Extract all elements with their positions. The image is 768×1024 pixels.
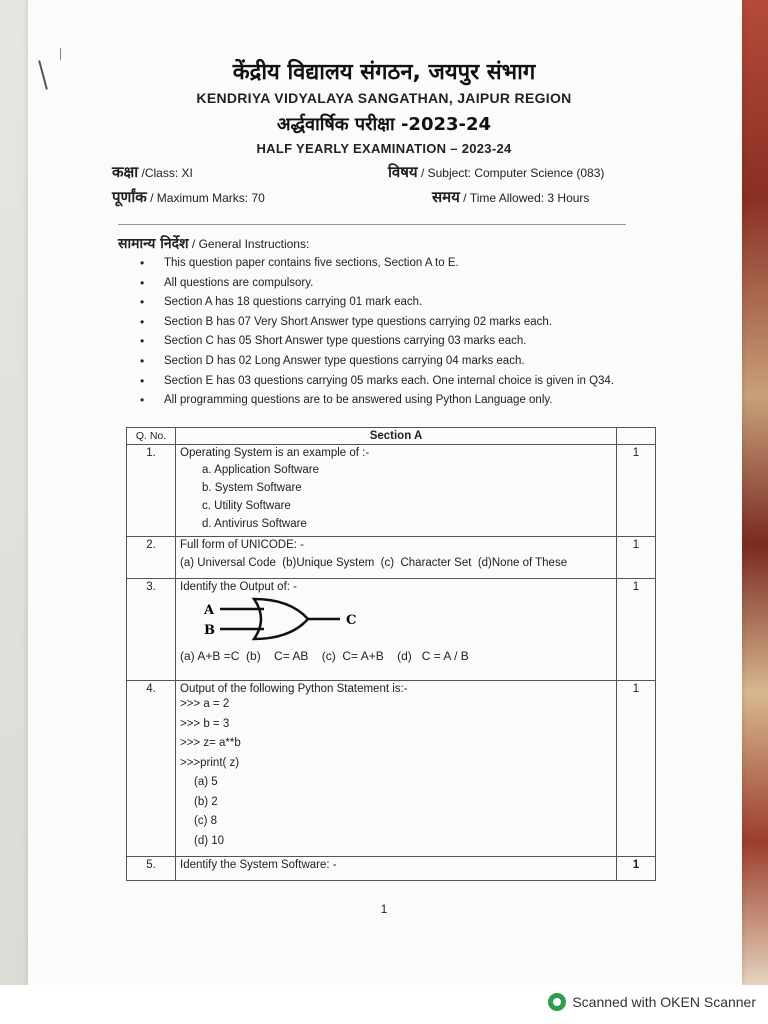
- question-text: Identify the Output of: -: [180, 581, 297, 593]
- or-gate-icon: [254, 599, 308, 639]
- question-number: 5.: [127, 857, 176, 881]
- python-code: [180, 695, 612, 851]
- instruction-item: • All programming questions are to be answered using Python Language only.: [140, 391, 640, 411]
- question-marks: 1: [617, 537, 656, 579]
- org-title-english: KENDRIYA VIDYALAYA SANGATHAN, JAIPUR REGION: [196, 90, 572, 106]
- gate-input-a: A: [204, 603, 215, 618]
- question-cell: [176, 537, 617, 579]
- class-info: [112, 162, 193, 182]
- time-label-english: / Time Allowed: 3 Hours: [463, 191, 590, 205]
- code-line: >>> a = 2: [180, 698, 230, 710]
- instructions-title-english: / General Instructions:: [191, 237, 310, 251]
- instruction-item: • Section E has 03 questions carrying 05 marks each. One internal choice is given in Q34.: [140, 372, 640, 392]
- question-marks: 1: [617, 857, 656, 881]
- subject-label-hindi: विषय: [388, 163, 418, 181]
- question-text: Identify the System Software: -: [176, 857, 617, 881]
- gate-output-c: C: [346, 613, 357, 628]
- section-header: Section A: [176, 428, 617, 445]
- options-line: (a) A+B =C (b) C= AB (c) C= A+B (d) C = A / B: [180, 649, 469, 663]
- subject-info: [388, 162, 604, 182]
- question-number: 2.: [127, 537, 176, 579]
- question-text: Operating System is an example of :-: [180, 447, 370, 459]
- table-row: [127, 445, 656, 537]
- table-row: [127, 681, 656, 857]
- option-item: (b) 2: [194, 795, 218, 808]
- code-line: >>> z= a**b: [180, 737, 241, 749]
- table-row: [127, 579, 656, 681]
- instruction-item: • Section B has 07 Very Short Answer type questions carrying 02 marks each.: [140, 313, 640, 333]
- marks-header: [617, 428, 656, 445]
- code-line: >>> b = 3: [180, 717, 230, 730]
- instructions-list: [140, 254, 640, 411]
- class-label-english: /Class: XI: [141, 166, 193, 180]
- option-item: b. System Software: [202, 482, 302, 494]
- instruction-item: • Section D has 02 Long Answer type questions carrying 04 marks each.: [140, 352, 640, 372]
- option-item: (a) 5: [194, 776, 218, 788]
- code-line: >>>print( z): [180, 756, 240, 769]
- subject-label-english: / Subject: Computer Science (083): [420, 166, 605, 180]
- question-marks: 1: [617, 681, 656, 857]
- gate-input-b: B: [204, 623, 215, 638]
- option-item: c. Utility Software: [202, 500, 291, 512]
- option-item: (d) 10: [194, 834, 225, 847]
- marks-info: [112, 187, 265, 207]
- table-row: [127, 537, 656, 579]
- option-item: a. Application Software: [202, 464, 319, 476]
- question-text: Full form of UNICODE: -: [180, 539, 304, 551]
- question-cell: [176, 445, 617, 537]
- options-line: (a) Universal Code (b)Unique System (c) Character Set (d)None of These: [180, 557, 568, 569]
- time-info: [432, 187, 589, 207]
- scanner-logo-icon: [548, 993, 566, 1011]
- marks-label-english: / Maximum Marks: 70: [150, 191, 265, 205]
- question-number: 4.: [127, 681, 176, 857]
- table-row: [127, 857, 656, 881]
- question-cell: [176, 579, 617, 681]
- header-divider: [118, 224, 626, 225]
- instruction-item: • This question paper contains five sections, Section A to E.: [140, 254, 640, 274]
- question-marks: 1: [617, 579, 656, 681]
- option-item: d. Antivirus Software: [202, 518, 307, 530]
- qno-header: Q. No.: [127, 428, 176, 445]
- question-cell: [176, 681, 617, 857]
- instructions-heading: [118, 234, 309, 253]
- or-gate-diagram: [202, 593, 402, 645]
- class-label-hindi: कक्षा: [112, 163, 139, 181]
- exam-title-english: HALF YEARLY EXAMINATION – 2023-24: [256, 141, 512, 156]
- marks-label-hindi: पूर्णांक: [112, 188, 147, 206]
- instruction-item: • Section A has 18 questions carrying 01 mark each.: [140, 293, 640, 313]
- time-label-hindi: समय: [432, 188, 460, 206]
- instruction-item: • All questions are compulsory.: [140, 274, 640, 294]
- question-text: Output of the following Python Statement is:-: [180, 683, 408, 695]
- question-table: [126, 427, 656, 881]
- scanner-watermark: [548, 992, 756, 1012]
- instruction-item: • Section C has 05 Short Answer type questions carrying 03 marks each.: [140, 332, 640, 352]
- org-title-hindi: केंद्रीय विद्यालय संगठन, जयपुर संभाग: [232, 60, 536, 85]
- question-number: 1.: [127, 445, 176, 537]
- question-number: 3.: [127, 579, 176, 681]
- option-list: [202, 461, 612, 533]
- option-item: (c) 8: [194, 815, 217, 827]
- table-header-row: [127, 428, 656, 445]
- exam-title-hindi: अर्द्धवार्षिक परीक्षा -2023-24: [276, 114, 492, 135]
- scanner-text: Scanned with OKEN Scanner: [572, 994, 756, 1010]
- question-marks: 1: [617, 445, 656, 537]
- instructions-title-hindi: सामान्य निर्देश: [118, 236, 189, 252]
- page-number: 1: [380, 902, 388, 916]
